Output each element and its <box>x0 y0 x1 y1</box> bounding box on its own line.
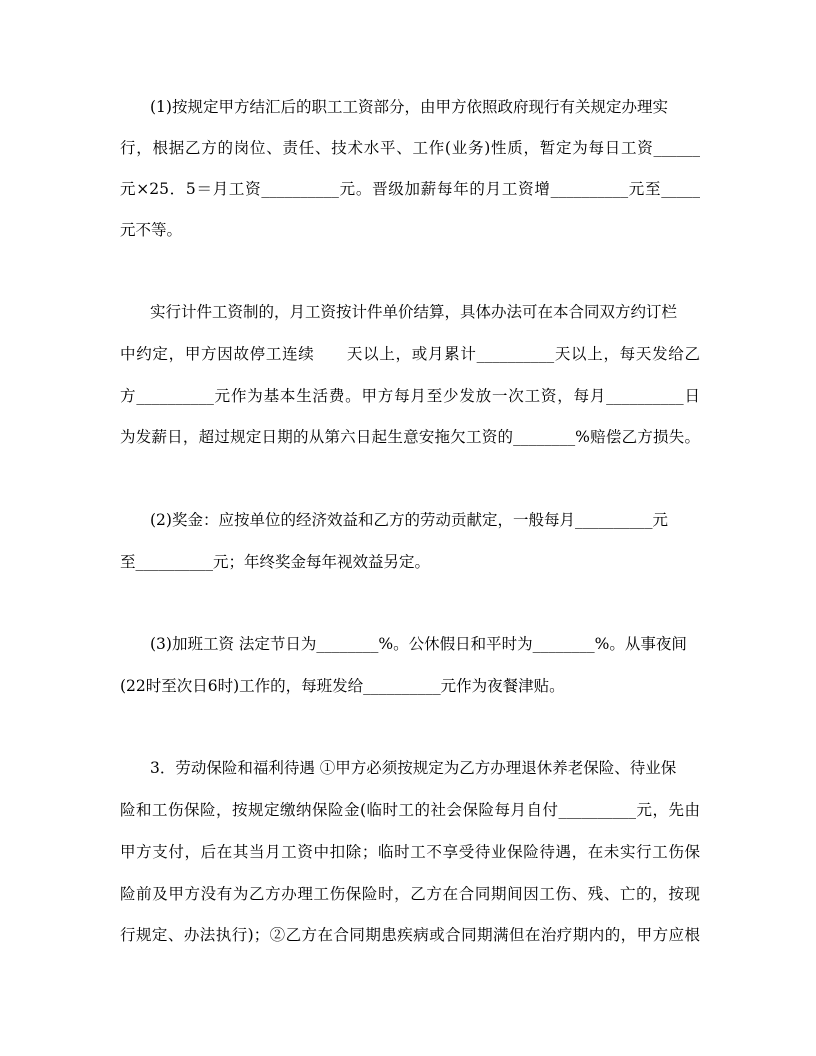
paragraph-5-line-4: 险前及甲方没有为乙方办理工伤保险时，乙方在合同期间因工伤、残、亡的，按现 <box>120 885 700 903</box>
paragraph-2-line-2: 中约定，甲方因故停工连续 天以上，或月累计__________天以上，每天发给乙 <box>120 345 700 363</box>
paragraph-5-line-1: 3．劳动保险和福利待遇 ①甲方必须按规定为乙方办理退休养老保险、待业保 <box>150 759 677 777</box>
paragraph-4-line-2: (22时至次日6时)工作的，每班发给__________元作为夜餐津贴。 <box>120 677 565 695</box>
paragraph-1-line-3: 元×25．5＝月工资__________元。晋级加薪每年的月工资增__________元至_____ <box>120 180 700 198</box>
paragraph-1-line-2: 行，根据乙方的岗位、责任、技术水平、工作(业务)性质，暂定为每日工资______ <box>120 139 700 157</box>
paragraph-2-line-1: 实行计件工资制的，月工资按计件单价结算，具体办法可在本合同双方约订栏 <box>150 303 678 321</box>
paragraph-1-line-4: 元不等。 <box>120 221 183 239</box>
paragraph-5-line-5: 行规定、办法执行)；②乙方在合同期患疾病或合同期满但在治疗期内的，甲方应根 <box>120 926 700 944</box>
paragraph-3-line-2: 至__________元；年终奖金每年视效益另定。 <box>120 553 431 571</box>
paragraph-2-line-4: 为发薪日，超过规定日期的从第六日起生意安拖欠工资的________%赔偿乙方损失。 <box>120 428 700 446</box>
paragraph-4-line-1: (3)加班工资 法定节日为________%。公休假日和平时为________%。从事夜间 <box>150 635 687 653</box>
paragraph-5-line-2: 险和工伤保险，按规定缴纳保险金(临时工的社会保险每月自付__________元，先由 <box>120 801 700 819</box>
paragraph-1-line-1: (1)按规定甲方结汇后的职工工资部分，由甲方依照政府现行有关规定办理实 <box>150 98 668 116</box>
paragraph-2-line-3: 方__________元作为基本生活费。甲方每月至少发放一次工资，每月__________日 <box>120 387 700 405</box>
paragraph-3-line-1: (2)奖金：应按单位的经济效益和乙方的劳动贡献定，一般每月__________元 <box>150 511 668 529</box>
paragraph-5-line-3: 甲方支付，后在其当月工资中扣除；临时工不享受待业保险待遇，在未实行工伤保 <box>120 843 700 861</box>
